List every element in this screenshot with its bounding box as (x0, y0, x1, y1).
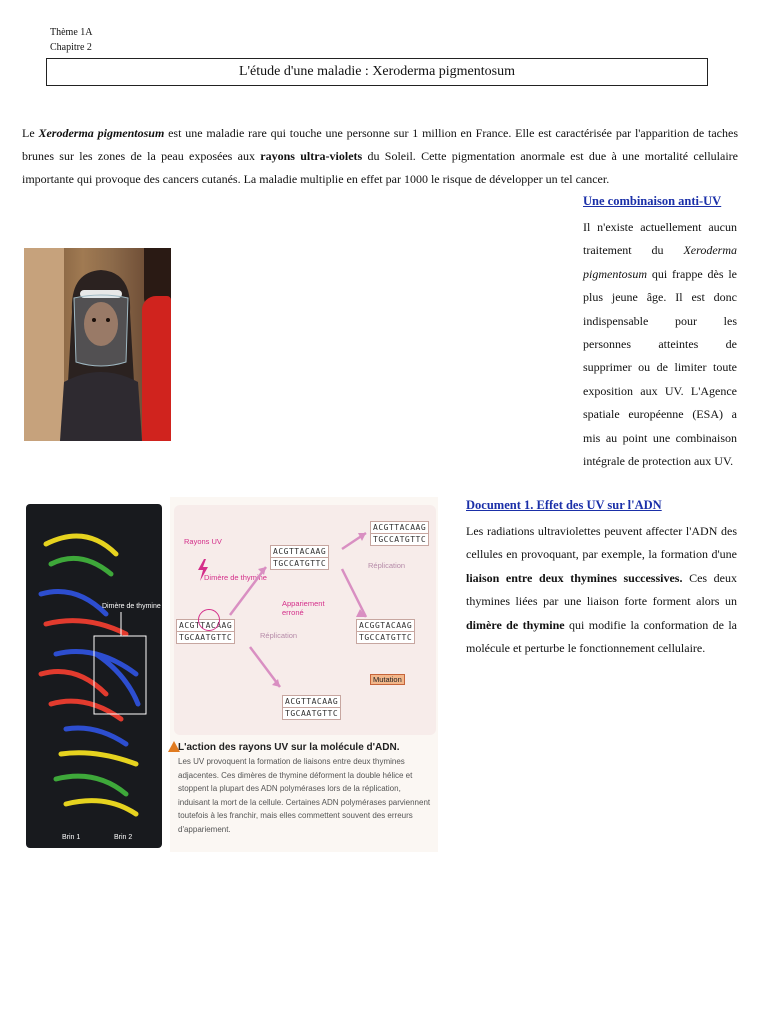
intro-text-2: est une maladie rare qui touche une personne sur 1 million en France. Elle est caractérisée par l'apparition de taches brunes sur les zones de la peau exposées aux (22, 126, 739, 163)
document1-title: Document 1. Effet des UV sur l'ADN (466, 498, 662, 512)
document1-text-1: Les radiations ultraviolettes peuvent affecter l'ADN des cellules en provoquant, par exemple, la formation d'une (466, 524, 737, 562)
dna-model-image (26, 504, 162, 848)
dna-dimer-label: Dimère de thymine (102, 603, 161, 610)
combinaison-text (583, 216, 737, 473)
combinaison-text-2: qui frappe dès le plus jeune âge. Il est donc indispensable pour les personnes atteintes de supprimer ou de limiter toute exposition aux UV. L'Agence spatiale européenne (ESA) a mis au point une combinaison intégrale de protection aux UV. (583, 266, 737, 469)
document1-text (466, 520, 737, 660)
photo-background (24, 248, 64, 441)
combinaison-disease-name: Xeroderma pigmentosum (583, 243, 737, 281)
uv-replication-diagram (170, 497, 438, 852)
intro-text-1: Le (22, 126, 39, 140)
anti-uv-suit-photo (24, 248, 171, 441)
document1-bold-2: dimère de thymine (466, 617, 565, 632)
brin2-label: Brin 2 (114, 834, 133, 841)
seq-mismatch-top: ACGTTACAAG (270, 545, 329, 558)
background-person-red-shirt (142, 296, 171, 441)
seq-right-bottom: TGCCATGTTC (356, 631, 415, 644)
mutation-label: Mutation (370, 674, 405, 685)
diagram-caption-text: Les UV provoquent la formation de liaisons entre deux thymines adjacentes. Ces dimères de thymine déforment la double hélice et stoppent la plupart des ADN polymérases lors de la réplication, induisant la mort de la cellule. Certaines ADN polymérases parviennent toutefois à les franchir, mais elles commettent souvent des erreurs d'appariement. (178, 757, 431, 834)
replication-label-2: Réplication (260, 631, 298, 640)
combinaison-text-1: Il n'existe actuellement aucun traitement du (583, 220, 737, 258)
seq-topright-bottom: TGCCATGTTC (370, 533, 429, 546)
intro-uv-bold: rayons ultra-violets (260, 149, 363, 163)
replication-label-1: Réplication (368, 561, 406, 570)
dna-helix-illustration (26, 504, 162, 848)
intro-paragraph (22, 122, 738, 191)
seq-topright-top: ACGTTACAAG (370, 521, 429, 534)
seq-right-top: ACGGTACAAG (356, 619, 415, 632)
document1-text-3: qui modifie la conformation de la molécule et perturbe le fonctionnement cellulaire. (466, 617, 738, 656)
intro-disease-name: Xeroderma pigmentosum (38, 126, 165, 140)
intro-text-3: du Soleil. Cette pigmentation anormale est due à une mortalité cellulaire importante qui provoque des cancers cutanés. La maladie multiplie en effet par 1000 le risque de développer un tel cancer. (22, 149, 738, 186)
seq-original-bottom: TGCAATGTTC (176, 631, 235, 644)
combinaison-title: Une combinaison anti-UV (583, 194, 722, 208)
page-title: L'étude d'une maladie : Xeroderma pigmentosum (46, 58, 708, 86)
document1-text-2: Ces deux thymines liées par une liaison forte forment alors un (466, 570, 737, 609)
seq-original-top: ACGTTACAAG (176, 619, 235, 632)
child-in-suit-figure (60, 262, 142, 441)
chapter-label: Chapitre 2 (50, 42, 92, 53)
brin1-label: Brin 1 (62, 834, 81, 841)
appariement-label: Appariement erroné (282, 599, 325, 617)
diagram-caption-title: L'action des rayons UV sur la molécule d'ADN. (178, 742, 400, 753)
document1-bold-1: liaison entre deux thymines successives. (466, 570, 683, 585)
theme-label: Thème 1A (50, 27, 93, 38)
seq-mismatch-bottom: TGCCATGTTC (270, 557, 329, 570)
seq-bottom-bottom: TGCAATGTTC (282, 707, 341, 720)
diagram-arrows (170, 497, 438, 737)
seq-bottom-top: ACGTTACAAG (282, 695, 341, 708)
rayons-uv-label: Rayons UV (184, 537, 222, 546)
dimere-label: Dimère de thymine (204, 573, 267, 582)
